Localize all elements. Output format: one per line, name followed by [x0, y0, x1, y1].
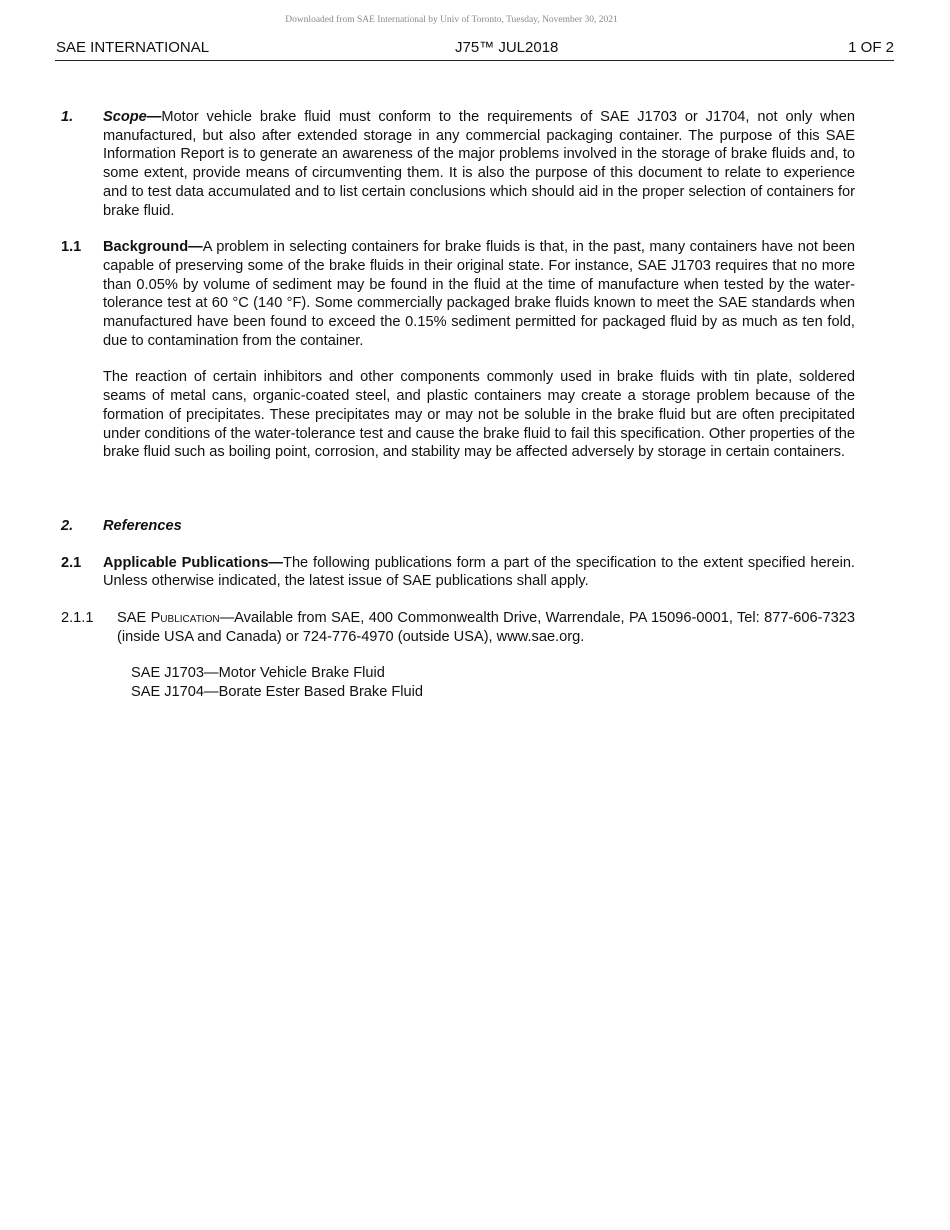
- reference-item: SAE J1703—Motor Vehicle Brake Fluid: [131, 665, 385, 682]
- section-references: [61, 517, 855, 536]
- section-background: [61, 238, 855, 350]
- document-body: [61, 108, 855, 702]
- section-title: Scope—: [103, 109, 162, 125]
- section-text: The following publications form a part of the specification to the extent specified herein. Unless otherwise indicated, the latest issue of SAE publications shall apply.: [103, 554, 855, 590]
- section-number: 2.1.1: [61, 610, 94, 627]
- reference-list: [131, 664, 855, 701]
- section-title: SAE Publication: [117, 610, 220, 627]
- reference-item: SAE J1704—Borate Ester Based Brake Fluid: [131, 684, 424, 701]
- header-page-number: 1 OF 2: [848, 39, 894, 56]
- background-paragraph-2: The reaction of certain inhibitors and other components commonly used in brake fluids with tin plate, soldered seams of metal cans, organic-coated steel, and plastic containers may create a storage problem because of the formation of precipitates. These precipitates may or may not be soluble in the brake fluid but are often precipitated under conditions of the water-tolerance test and cause the brake fluid to fail this specification. Other properties of the brake fluid such as boiling point, corrosion, and stability may be affected adversely by storage in certain containers.: [103, 369, 855, 461]
- page-header: [55, 38, 894, 61]
- section-number: 2.: [61, 517, 74, 534]
- section-body: [117, 609, 855, 646]
- section-body: [103, 108, 855, 220]
- section-number: 2.1: [61, 554, 82, 571]
- section-title: References: [103, 517, 182, 534]
- section-text: A problem in selecting containers for brake fluids is that, in the past, many containers have not been capable of preserving some of the brake fluids in their original state. For instance, SAE J1703 requires that no more than 0.05% by volume of sediment may be found in the fluid at the time of manufacture when tested by the water-tolerance test at 60 °C (140 °F). Some commercially packaged brake fluids known to meet the SAE standards when manufactured have been found to exceed the 0.15% sediment permitted for packaged fluid by as much as ten fold, due to contamination from the container.: [103, 239, 855, 349]
- section-title: Background—: [103, 239, 203, 256]
- section-scope: [61, 108, 855, 220]
- section-text: —Available from SAE, 400 Commonwealth Drive, Warrendale, PA 15096-0001, Tel: 877-606-7323 (inside USA and Canada) or 724-776-4970 (outside USA), www.sae.org.: [117, 610, 855, 645]
- header-organization: SAE INTERNATIONAL: [56, 39, 210, 56]
- section-number: 1.1: [61, 239, 82, 256]
- section-body: [103, 517, 855, 536]
- section-applicable-publications: [61, 554, 855, 591]
- section-body: [103, 238, 855, 350]
- section-body: [103, 554, 855, 591]
- section-number: 1.: [61, 109, 74, 125]
- section-title: Applicable Publications—: [103, 554, 284, 571]
- section-sae-publication: [61, 609, 855, 646]
- header-document-id: J75™ JUL2018: [455, 39, 559, 56]
- download-watermark: Downloaded from SAE International by Univ of Toronto, Tuesday, November 30, 2021: [285, 15, 618, 25]
- section-text: Motor vehicle brake fluid must conform to the requirements of SAE J1703 or J1704, not only when manufactured, but also after extended storage in any commercial packaging container. The purpose of this SAE Information Report is to generate an awareness of the major problems involved in the storage of brake fluids and, to some extent, provide means of circumventing them. It is also the purpose of this document to relate to experience and to test data accumulated and to list certain conclusions which should aid in the proper selection of containers for brake fluid.: [103, 109, 855, 219]
